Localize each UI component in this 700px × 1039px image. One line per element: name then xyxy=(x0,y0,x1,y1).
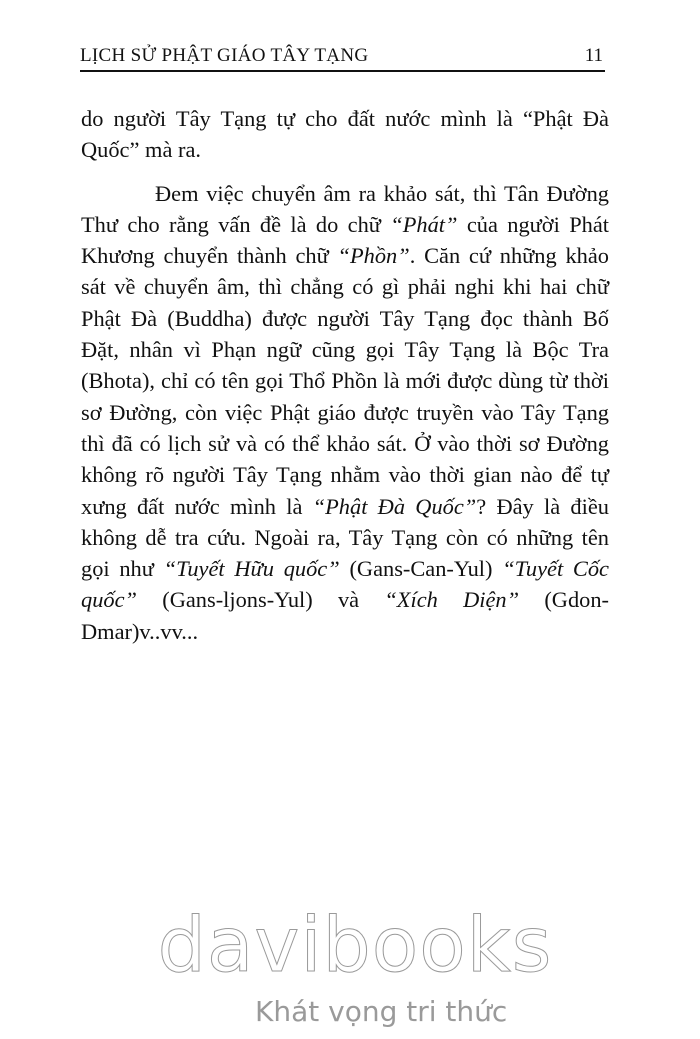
text-run: . Căn cứ những khảo sát về chuyển âm, thì chẳng có gì phải nghi khi hai chữ Phật Đà (Buddha) được người Tây Tạng đọc thành Bố Đặt, nhân vì Phạn ngữ cũng gọi Tây Tạng là Bộc Tra (Bhota), chỉ có tên gọi Thổ Phồn là mới được dùng từ thời sơ Đường, còn việc Phật giáo được truyền vào Tây Tạng thì đã có lịch sử và có thể khảo sát. Ở vào thời sơ Đường không rõ người Tây Tạng nhằm vào thời gian nào để tự xưng đất nước mình là xyxy=(81,243,610,519)
italic-term: “Tuyết Cốc quốc” xyxy=(81,556,609,613)
text-run: ? Đây là điều không dễ tra cứu. Ngoài ra, Tây Tạng còn có những tên gọi như xyxy=(81,493,609,582)
text-run: do người Tây Tạng tự cho đất nước mình là “Phật Đà Quốc” mà ra. xyxy=(81,106,609,163)
running-header-title: LỊCH SỬ PHẬT GIÁO TÂY TẠNG xyxy=(80,45,369,66)
italic-term: “Tuyết Hữu quốc” xyxy=(163,556,340,582)
text-run: (Gdon-Dmar)v..vv... xyxy=(81,587,609,644)
paragraph xyxy=(81,103,609,166)
text-run: Đem việc chuyển âm ra khảo sát, thì Tân Đường Thư cho rằng vấn đề là do chữ xyxy=(81,180,609,237)
text-run: của người Phát Khương chuyển thành chữ xyxy=(81,211,610,269)
paragraph xyxy=(81,178,609,647)
watermark-slogan: Khát vọng tri thức xyxy=(255,995,508,1028)
italic-term: “Phồn” xyxy=(337,243,410,269)
italic-term: “Phát” xyxy=(390,211,458,237)
body-text xyxy=(81,103,609,647)
italic-term: “Xích Diện” xyxy=(384,587,520,613)
watermark-logo: davibooks xyxy=(157,900,553,989)
running-header xyxy=(80,42,605,72)
text-run: (Gans-Can-Yul) xyxy=(339,556,503,582)
page-number: 11 xyxy=(584,45,603,66)
italic-term: “Phật Đà Quốc” xyxy=(312,493,477,519)
text-run: (Gans-ljons-Yul) và xyxy=(136,587,385,613)
